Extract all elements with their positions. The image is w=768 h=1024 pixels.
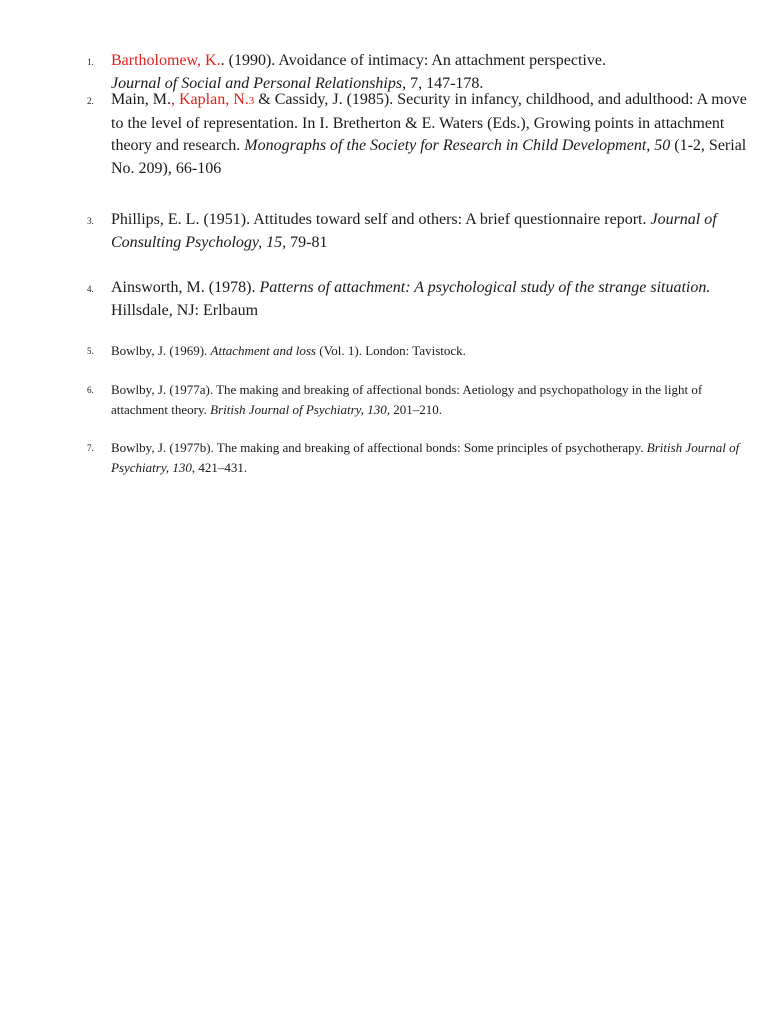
author-superscript: 3 [248,95,255,107]
journal-title: Monographs of the Society for Research in Child Development, 50 [244,137,671,154]
reference-text [111,438,747,477]
highlighted-author: Bartholomew, K. [111,52,221,69]
reference-lead: Bowlby, J. (1977b). The making and breaking of affectional bonds: Some principles of psychotherapy. [111,440,647,455]
reference-tail: , 421–431. [191,459,248,475]
reference-text [111,277,747,322]
reference-lead: Phillips, E. L. (1951). Attitudes toward self and others: A brief questionnaire report. [111,211,651,228]
author-lead: Main, M. [111,91,171,108]
reference-number: 6. [87,385,94,395]
reference-number: 2. [87,96,94,106]
reference-rest: . (1990). Avoidance of intimacy: An attachment perspective. [220,52,606,69]
reference-number: 5. [87,346,94,356]
reference-number: 4. [87,284,94,294]
journal-title: Journal of Consulting Psychology, 15, [111,211,717,251]
reference-text [111,209,747,254]
reference-tail: Hillsdale, NJ: Erlbaum [111,301,259,319]
book-title: Attachment and loss [210,343,316,358]
reference-number: 1. [87,57,94,67]
reference-rest: & Cassidy, J. (1985). Security in infancy, childhood, and adulthood: A move to the level of representation. In I. Bretherton & E. Waters (Eds.), Growing points in attachment theory and research. [111,91,747,154]
reference-text [111,89,747,180]
reference-number: 3. [87,216,94,226]
reference-lead: Bowlby, J. (1977a). The making and breaking of affectional bonds: Aetiology and psychopathology in the light of attachment theory. [111,382,703,417]
reference-tail: (Vol. 1). London: Tavistock. [315,343,466,358]
reference-text [111,341,747,361]
reference-tail: (1-2, Serial No. 209), 66-106 [111,137,747,177]
journal-title: Journal of Social and Personal Relationships, [111,74,407,92]
book-title: Patterns of attachment: A psychological study of the strange situation. [259,279,711,296]
reference-tail: , 201–210. [386,401,442,417]
journal-title: British Journal of Psychiatry, 130 [210,401,387,417]
reference-text [111,380,747,419]
reference-lead: Ainsworth, M. (1978). [111,279,260,296]
journal-title: British Journal of Psychiatry, 130 [111,440,740,475]
reference-number: 7. [87,443,94,453]
reference-tail: 7, 147-178. [406,74,484,92]
reference-tail: 79-81 [286,233,328,251]
reference-lead: Bowlby, J. (1969). [111,343,211,358]
highlighted-author: , Kaplan, N. [171,91,249,108]
